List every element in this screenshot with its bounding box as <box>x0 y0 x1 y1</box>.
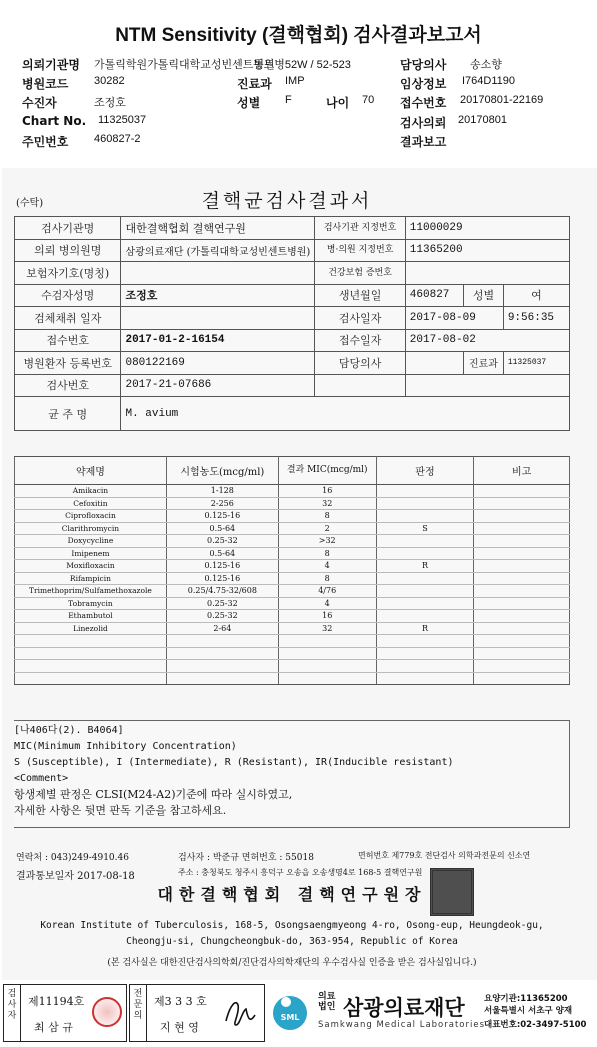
remarks <box>474 560 570 573</box>
reviewer-label: 전문의 <box>130 985 147 1041</box>
remarks <box>474 535 570 548</box>
sensitivity-row <box>15 672 570 685</box>
drug-name: Moxifloxacin <box>15 560 167 573</box>
mic-value: 16 <box>278 485 376 498</box>
test-range <box>166 660 278 673</box>
tester-label: 검사자 <box>4 985 21 1041</box>
test-no-label: 검사번호 <box>15 374 121 397</box>
sensitivity-row <box>15 635 570 648</box>
test-no-value: 2017-21-07686 <box>121 374 315 397</box>
sensitivity-row <box>15 647 570 660</box>
collect-date-value <box>121 307 315 330</box>
drug-name: Ciprofloxacin <box>15 510 167 523</box>
mic-value: 8 <box>278 572 376 585</box>
org-address: 서울특별시 서초구 양재 <box>484 1006 573 1016</box>
test-range: 0.25/4.75-32/608 <box>166 585 278 598</box>
dept-label-scan: 진료과 <box>464 352 504 375</box>
drug-name: Cefoxitin <box>15 497 167 510</box>
test-range: 0.5-64 <box>166 522 278 535</box>
chart-no-value: 11325037 <box>98 114 147 126</box>
tester-license: 제11194호 <box>28 995 85 1008</box>
test-date-value: 2017-08-09 <box>405 307 503 330</box>
sex-value: F <box>285 94 292 106</box>
test-date-label: 검사일자 <box>315 307 405 330</box>
agency-no-value: 11000029 <box>405 217 569 240</box>
dob-value: 460827 <box>405 284 463 307</box>
institute-address-en-1: Korean Institute of Tuberculosis, 168-5, Osongsaengmyeong 4-ro, Osong-eup, Heungdeok-gu, <box>40 920 544 931</box>
insurance-label: 보험자기호(명칭) <box>15 262 121 285</box>
interpretation: R <box>376 622 474 635</box>
logo-text: SML <box>280 1013 300 1022</box>
sensitivity-row <box>15 560 570 573</box>
hospital-code-value: 30282 <box>94 75 125 87</box>
mic-value: 2 <box>278 522 376 535</box>
received-date-label: 접수일자 <box>315 329 405 352</box>
header-row-2 <box>0 73 597 91</box>
dept-value: IMP <box>285 75 305 87</box>
sensitivity-row <box>15 535 570 548</box>
report-date-text: 결과통보일자 2017-08-18 <box>16 871 135 882</box>
col-drug: 약제명 <box>15 457 167 485</box>
mic-value <box>278 635 376 648</box>
remarks <box>474 672 570 685</box>
sensitivity-row <box>15 585 570 598</box>
interpretation <box>376 647 474 660</box>
dept-label: 진료과 <box>237 77 272 91</box>
remarks <box>474 485 570 498</box>
address-text: 주소 : 충청북도 청주시 흥덕구 오송읍 오송생명4로 168-5 결핵연구원 <box>178 868 423 877</box>
tester-box <box>3 984 127 1042</box>
sensitivity-row <box>15 597 570 610</box>
insurance-card-label: 건강보험 증번호 <box>315 262 405 285</box>
org-name: 삼광의료재단 <box>343 996 465 1020</box>
sensitivity-row <box>15 547 570 560</box>
consignment-tag: (수탁) <box>16 198 44 209</box>
certification-footnote: (본 검사실은 대한진단검사의학회/진단검사의학재단의 우수검사실 인증을 받은 검사실입니다.) <box>107 958 477 968</box>
institute-name-kr: 대한결핵협회 결핵연구원장 <box>157 885 427 904</box>
drug-name: Linezolid <box>15 622 167 635</box>
mic-value: 4/76 <box>278 585 376 598</box>
remarks <box>474 522 570 535</box>
mic-value <box>278 660 376 673</box>
org-code: 요양기관:11365200 <box>484 994 568 1004</box>
registration-value: 080122169 <box>121 352 315 375</box>
note-code: [나406다(2). B4064] <box>14 725 124 736</box>
examiner-text: 검사자 : 박준규 면허번호 : 55018 <box>178 853 314 863</box>
reviewer-license: 제3 3 3 호 <box>154 995 207 1008</box>
test-range: 0.125-16 <box>166 572 278 585</box>
remarks <box>474 660 570 673</box>
interpretation <box>376 635 474 648</box>
drug-name: Ethambutol <box>15 610 167 623</box>
interpretation <box>376 610 474 623</box>
mic-value: 32 <box>278 622 376 635</box>
sensitivity-row <box>15 622 570 635</box>
contact-text: 연락처 : 043)249-4910.46 <box>16 853 129 863</box>
receipt-value: 20170801-22169 <box>460 94 544 106</box>
test-range: 0.25-32 <box>166 610 278 623</box>
interpretation <box>376 672 474 685</box>
patient-info-table <box>14 216 570 431</box>
species-value: M. avium <box>121 397 570 431</box>
report-title: NTM Sensitivity (결핵협회) 검사결과보고서 <box>115 25 482 46</box>
mic-value: >32 <box>278 535 376 548</box>
request-date-label: 검사의뢰 <box>400 116 447 130</box>
report-header <box>0 0 597 165</box>
species-label: 균 주 명 <box>15 397 121 431</box>
requester-label: 의뢰기관명 <box>22 58 80 72</box>
col-interp: 판정 <box>376 457 474 485</box>
report-date-label: 결과보고 <box>400 135 447 149</box>
requester-value: 가톨릭학원가톨릭대학교성빈센트병원 <box>94 59 275 71</box>
test-range: 1-128 <box>166 485 278 498</box>
hospital-code-label: 병원코드 <box>22 77 69 91</box>
received-date-value: 2017-08-02 <box>405 329 569 352</box>
remarks <box>474 585 570 598</box>
sex-label-scan: 성별 <box>464 284 504 307</box>
remarks <box>474 547 570 560</box>
interpretation <box>376 535 474 548</box>
mic-value <box>278 647 376 660</box>
interpretation <box>376 585 474 598</box>
test-range: 0.125-16 <box>166 510 278 523</box>
remarks <box>474 572 570 585</box>
sml-logo-icon <box>272 990 308 1036</box>
interpretation <box>376 547 474 560</box>
tester-name: 최 삼 규 <box>34 1021 73 1034</box>
test-range: 0.25-32 <box>166 597 278 610</box>
note-comment: <Comment> <box>14 773 69 784</box>
registration-label: 병원환자 등록번호 <box>15 352 121 375</box>
drug-name: Rifampicin <box>15 572 167 585</box>
reviewer-name: 지 현 영 <box>160 1021 199 1034</box>
reviewer-box <box>129 984 265 1042</box>
remarks <box>474 497 570 510</box>
institute-address-en-2: Cheongju-si, Chungcheongbuk-do, 363-954, Republic of Korea <box>126 936 458 947</box>
mic-value: 4 <box>278 597 376 610</box>
scan-title: 결핵균검사결과서 <box>201 190 373 212</box>
receipt-label: 접수번호 <box>400 96 447 110</box>
remarks <box>474 622 570 635</box>
sensitivity-row <box>15 660 570 673</box>
interpretation <box>376 510 474 523</box>
receipt-no-label: 접수번호 <box>15 329 121 352</box>
collect-date-label: 검체채취 일자 <box>15 307 121 330</box>
mic-value <box>278 672 376 685</box>
sensitivity-header-row <box>15 457 570 485</box>
drug-name: Imipenem <box>15 547 167 560</box>
header-row-5 <box>0 131 597 149</box>
agency-no-label: 검사기관 지정번호 <box>315 217 405 240</box>
clinical-info-label: 임상정보 <box>400 77 447 91</box>
sensitivity-row <box>15 610 570 623</box>
drug-name: Tobramycin <box>15 597 167 610</box>
sensitivity-row <box>15 497 570 510</box>
test-range <box>166 635 278 648</box>
interpretation: S <box>376 522 474 535</box>
patient-name-value: 조정호 <box>121 284 315 307</box>
client-no-label: 병·의원 지정번호 <box>315 239 405 262</box>
sex-label: 성별 <box>237 96 261 110</box>
drug-name: Clarithromycin <box>15 522 167 535</box>
age-value: 70 <box>362 94 375 106</box>
note-mic: MIC(Minimum Inhibitory Concentration) <box>14 741 237 752</box>
drug-name <box>15 635 167 648</box>
note-refer: 자세한 사항은 뒷면 판독 기준을 참고하세요. <box>14 804 227 817</box>
org-phone: 대표번호:02-3497-5100 <box>484 1020 587 1030</box>
mic-value: 32 <box>278 497 376 510</box>
signature-bar <box>0 982 597 1047</box>
test-time-value: 9:56:35 <box>503 307 569 330</box>
sensitivity-row <box>15 522 570 535</box>
test-range <box>166 672 278 685</box>
interpretation <box>376 485 474 498</box>
org-name-en: Samkwang Medical Laboratories <box>318 1020 486 1030</box>
agency-label: 검사기관명 <box>15 217 121 240</box>
mic-value: 8 <box>278 547 376 560</box>
license-text: 면허번호 제779호 전단검사 의학과전문의 신소연 <box>358 851 531 860</box>
doctor-label: 담당의사 <box>400 58 447 72</box>
drug-name <box>15 660 167 673</box>
drug-name: Trimethoprim/Sulfamethoxazole <box>15 585 167 598</box>
test-range <box>166 647 278 660</box>
mic-value: 4 <box>278 560 376 573</box>
clinical-info-value: I764D1190 <box>462 75 516 87</box>
col-range: 시험농도(mcg/ml) <box>166 457 278 485</box>
chart-no-label: Chart No. <box>22 114 87 128</box>
header-row-1 <box>0 54 597 72</box>
remarks <box>474 647 570 660</box>
receipt-no-value: 2017-01-2-16154 <box>121 329 315 352</box>
rrn-label: 주민번호 <box>22 135 69 149</box>
patient-value: 조정호 <box>94 97 126 109</box>
header-row-3 <box>0 92 597 110</box>
doctor-value: 송소향 <box>470 59 502 71</box>
sensitivity-row <box>15 485 570 498</box>
attending-value <box>405 352 463 375</box>
test-range: 0.5-64 <box>166 547 278 560</box>
age-label: 나이 <box>326 96 350 110</box>
insurance-value <box>121 262 315 285</box>
insurance-card-value <box>405 262 569 285</box>
test-range: 0.125-16 <box>166 560 278 573</box>
note-clsi: 항생제별 판정은 CLSI(M24-A2)기준에 따라 실시하였고, <box>14 788 293 801</box>
mic-value: 8 <box>278 510 376 523</box>
sensitivity-row <box>15 572 570 585</box>
drug-name: Amikacin <box>15 485 167 498</box>
agency-value: 대한결핵협회 결핵연구원 <box>121 217 315 240</box>
tester-stamp <box>92 997 122 1027</box>
drug-name <box>15 647 167 660</box>
remarks <box>474 635 570 648</box>
remarks <box>474 510 570 523</box>
header-row-4 <box>0 112 597 130</box>
org-prefix: 의료 법인 <box>318 992 336 1012</box>
drug-name: Doxycycline <box>15 535 167 548</box>
notes-box <box>14 720 570 828</box>
ward-value: 동트병52W / 52-523 <box>253 59 351 71</box>
interpretation: R <box>376 560 474 573</box>
interpretation <box>376 497 474 510</box>
interpretation <box>376 660 474 673</box>
patient-name-label: 수검자성명 <box>15 284 121 307</box>
sensitivity-table <box>14 456 570 685</box>
col-mic: 결과 MIC(mcg/ml) <box>278 457 376 485</box>
drug-name <box>15 672 167 685</box>
sensitivity-row <box>15 510 570 523</box>
mic-value: 16 <box>278 610 376 623</box>
dob-label: 생년월일 <box>315 284 405 307</box>
dept-value-scan: 11325037 <box>503 352 569 375</box>
test-range: 0.25-32 <box>166 535 278 548</box>
patient-label: 수진자 <box>22 96 57 110</box>
remarks <box>474 610 570 623</box>
note-legend: S (Susceptible), I (Intermediate), R (Resistant), IR(Inducible resistant) <box>14 757 454 768</box>
attending-label: 담당의사 <box>315 352 405 375</box>
interpretation <box>376 572 474 585</box>
test-range: 2-256 <box>166 497 278 510</box>
request-date-value: 20170801 <box>458 114 507 126</box>
interpretation <box>376 597 474 610</box>
col-remarks: 비고 <box>474 457 570 485</box>
rrn-value: 460827-2 <box>94 133 141 145</box>
client-label: 의뢰 병의원명 <box>15 239 121 262</box>
sex-value-scan: 여 <box>503 284 569 307</box>
remarks <box>474 597 570 610</box>
scanned-report <box>2 168 597 980</box>
client-value: 삼광의료재단 (가톨릭대학교성빈센트병원) <box>121 239 315 262</box>
test-range: 2-64 <box>166 622 278 635</box>
client-no-value: 11365200 <box>405 239 569 262</box>
reviewer-signature <box>222 995 258 1031</box>
